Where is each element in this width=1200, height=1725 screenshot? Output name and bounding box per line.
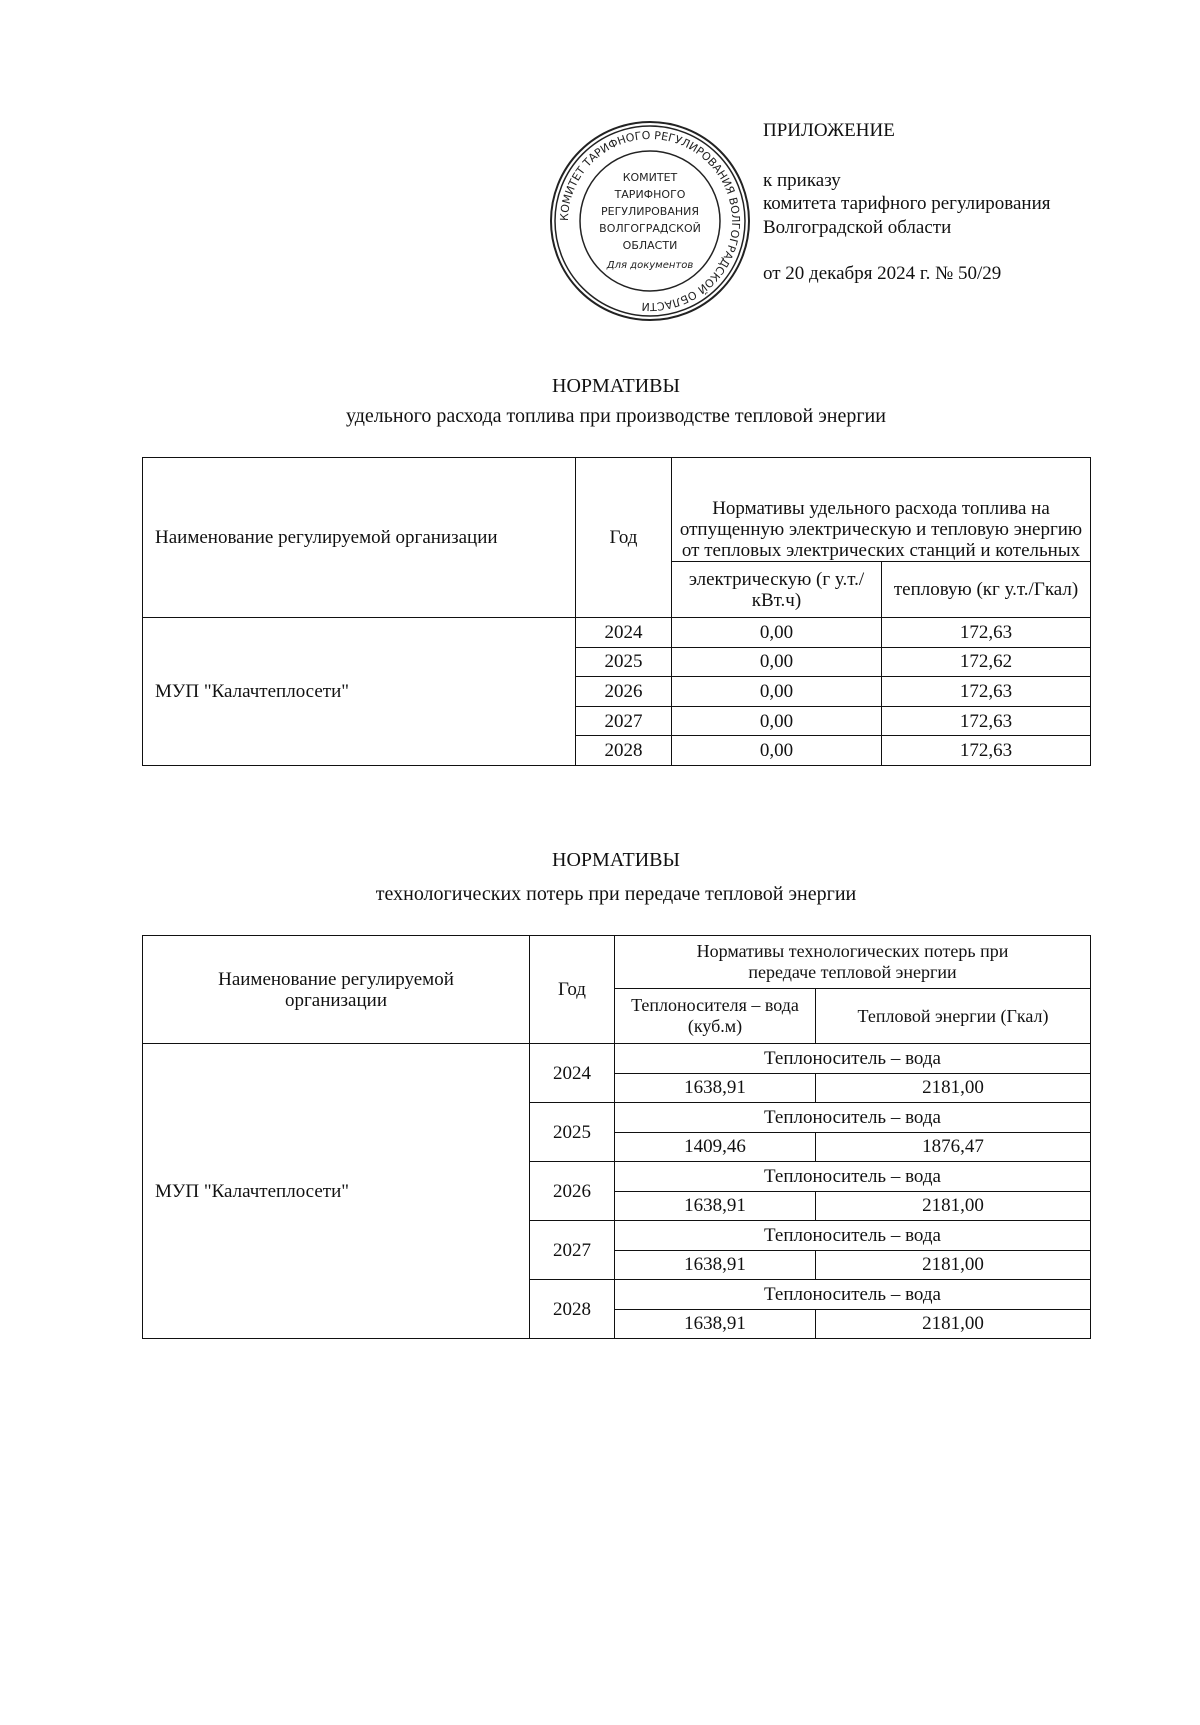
year-cell: 2027: [576, 706, 672, 736]
header-group: Нормативы технологических потерь при передаче тепловой энергии: [615, 936, 1091, 989]
year-cell: 2028: [530, 1280, 615, 1339]
electric-cell: 0,00: [672, 677, 882, 707]
section1-title: НОРМАТИВЫ: [552, 375, 680, 397]
official-stamp: [548, 119, 752, 323]
header-electric: электрическую (г у.т./кВт.ч): [672, 562, 882, 618]
svg-text:РЕГУЛИРОВАНИЯ: РЕГУЛИРОВАНИЯ: [600, 205, 700, 218]
header-year: Год: [530, 936, 615, 1044]
heat-cell: 2181,00: [816, 1073, 1091, 1103]
carrier-cell: Теплоноситель – вода: [615, 1221, 1091, 1251]
year-cell: 2026: [530, 1162, 615, 1221]
year-cell: 2027: [530, 1221, 615, 1280]
heat-cell: 1876,47: [816, 1132, 1091, 1162]
electric-cell: 0,00: [672, 647, 882, 677]
year-cell: 2025: [576, 647, 672, 677]
year-cell: 2028: [576, 736, 672, 766]
electric-cell: 0,00: [672, 706, 882, 736]
header-org: Наименование регулируемой организации: [143, 936, 530, 1044]
org-name: МУП "Калачтеплосети": [143, 618, 576, 766]
carrier-cell: Теплоноситель – вода: [615, 1044, 1091, 1074]
heat-cell: 172,63: [882, 706, 1091, 736]
heat-cell: 172,63: [882, 677, 1091, 707]
stamp-outer-text: КОМИТЕТ ТАРИФНОГО РЕГУЛИРОВАНИЯ ВОЛГОГРАДСКОЙ ОБЛАСТИ: [557, 128, 743, 314]
heat-cell: 172,63: [882, 618, 1091, 648]
order-date: от 20 декабря 2024 г. № 50/29: [763, 263, 1002, 284]
fuel-norms-table: [142, 457, 1091, 766]
losses-norms-table: [142, 935, 1091, 1339]
table-row: [143, 1044, 1091, 1074]
svg-text:ОБЛАСТИ: ОБЛАСТИ: [622, 239, 678, 252]
header-water: Теплоносителя – вода (куб.м): [615, 989, 816, 1044]
header-group: Нормативы удельного расхода топлива на отпущенную электрическую и тепловую энергию от тепловых электрических станций и котельных: [672, 458, 1091, 562]
water-cell: 1638,91: [615, 1309, 816, 1339]
section2-title: НОРМАТИВЫ: [552, 849, 680, 871]
water-cell: 1409,46: [615, 1132, 816, 1162]
header-heat: тепловую (кг у.т./Гкал): [882, 562, 1091, 618]
year-cell: 2026: [576, 677, 672, 707]
water-cell: 1638,91: [615, 1073, 816, 1103]
electric-cell: 0,00: [672, 736, 882, 766]
heat-cell: 172,62: [882, 647, 1091, 677]
heat-cell: 2181,00: [816, 1191, 1091, 1221]
svg-text:КОМИТЕТ: КОМИТЕТ: [622, 171, 678, 184]
water-cell: 1638,91: [615, 1191, 816, 1221]
section2-subtitle: технологических потерь при передаче тепловой энергии: [375, 883, 857, 905]
svg-text:КОМИТЕТ ТАРИФНОГО РЕГУЛИРОВАНИ: [558, 129, 742, 313]
heat-cell: 2181,00: [816, 1309, 1091, 1339]
org-name: МУП "Калачтеплосети": [143, 1044, 530, 1339]
carrier-cell: Теплоноситель – вода: [615, 1162, 1091, 1192]
order-ref-line1: к приказу: [763, 170, 841, 191]
carrier-cell: Теплоноситель – вода: [615, 1103, 1091, 1133]
heat-cell: 2181,00: [816, 1250, 1091, 1280]
section1-subtitle: удельного расхода топлива при производстве тепловой энергии: [346, 405, 886, 427]
year-cell: 2024: [530, 1044, 615, 1103]
order-ref-line2: комитета тарифного регулирования: [763, 193, 1051, 214]
electric-cell: 0,00: [672, 618, 882, 648]
header-year: Год: [576, 458, 672, 618]
carrier-cell: Теплоноситель – вода: [615, 1280, 1091, 1310]
appendix-label: ПРИЛОЖЕНИЕ: [763, 120, 895, 141]
year-cell: 2024: [576, 618, 672, 648]
svg-text:Для документов: Для документов: [606, 260, 694, 271]
water-cell: 1638,91: [615, 1250, 816, 1280]
order-ref-line3: Волгоградской области: [763, 217, 952, 238]
svg-text:ТАРИФНОГО: ТАРИФНОГО: [614, 188, 686, 201]
header-heat: Тепловой энергии (Гкал): [816, 989, 1091, 1044]
table-row: [143, 618, 1091, 648]
heat-cell: 172,63: [882, 736, 1091, 766]
svg-text:ВОЛГОГРАДСКОЙ: ВОЛГОГРАДСКОЙ: [599, 222, 701, 235]
header-org: Наименование регулируемой организации: [143, 458, 576, 618]
year-cell: 2025: [530, 1103, 615, 1162]
